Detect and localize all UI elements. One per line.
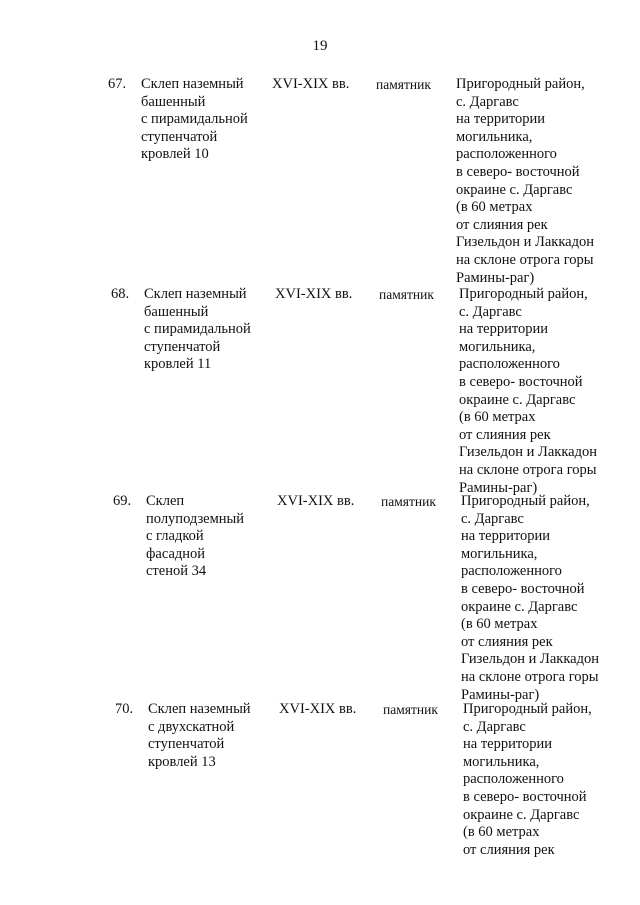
monument-name-line: Склеп наземный — [144, 286, 247, 302]
monument-location-line: на склоне отрога горы — [456, 251, 594, 268]
monument-location-line: в северо- восточной — [461, 580, 585, 597]
entry-number: 69. — [113, 493, 132, 509]
monument-location-line: могильника, — [463, 753, 540, 770]
monument-location-line: Рамины-раг) — [456, 269, 535, 286]
monument-location-line: окраине с. Даргавс — [456, 181, 573, 198]
monument-name-line: ступенчатой — [144, 338, 221, 355]
monument-period: XVI-XIX вв. — [277, 493, 355, 509]
monument-location-line: на территории — [461, 528, 551, 545]
monument-period: XVI-XIX вв. — [279, 701, 357, 717]
monument-name-line: башенный — [144, 303, 209, 320]
monument-location-line: Гизельдон и Лаккадон — [459, 444, 597, 461]
monument-location-line: расположенного — [461, 563, 562, 580]
monument-location-line: Гизельдон и Лаккадон — [461, 651, 599, 668]
monument-location-line: от слияния рек — [456, 216, 548, 233]
monument-location-line: от слияния рек — [461, 633, 553, 650]
monument-location-line: от слияния рек — [459, 426, 551, 443]
monument-location-line: Рамины-раг) — [459, 479, 538, 496]
entry-number: 67. — [108, 76, 127, 92]
monument-location-line: Пригородный район, — [463, 701, 592, 717]
monument-location-line: с. Даргавс — [459, 303, 522, 320]
monument-location-line: в северо- восточной — [456, 163, 580, 180]
monument-location-line: Пригородный район, — [459, 286, 588, 302]
monument-type: памятник — [379, 287, 434, 302]
monument-name-line: с пирамидальной — [144, 321, 251, 338]
monument-location — [461, 493, 621, 704]
monument-name-line: кровлей 13 — [148, 753, 216, 770]
monument-location-line: (в 60 метрах — [463, 824, 540, 841]
monument-location-line: могильника, — [459, 338, 536, 355]
monument-location-line: Пригородный район, — [456, 76, 585, 92]
monument-name-line: кровлей 10 — [141, 146, 209, 163]
monument-location-line: расположенного — [459, 356, 560, 373]
monument-location-line: расположенного — [463, 771, 564, 788]
monument-location-line: расположенного — [456, 146, 557, 163]
monument-location-line: могильника, — [461, 545, 538, 562]
monument-location — [463, 701, 623, 859]
monument-location-line: окраине с. Даргавс — [459, 391, 576, 408]
monument-type: памятник — [381, 494, 436, 509]
monument-location-line: в северо- восточной — [459, 373, 583, 390]
monument-location-line: Рамины-раг) — [461, 686, 540, 703]
monument-name-line: стеной 34 — [146, 563, 207, 580]
monument-name-line: ступенчатой — [141, 128, 218, 145]
page-number: 19 — [312, 38, 328, 54]
entry-number: 70. — [115, 701, 134, 717]
monument-location-line: с. Даргавс — [461, 510, 524, 527]
monument-location-line: от слияния рек — [463, 841, 555, 858]
monument-name-line: с гладкой — [146, 528, 204, 545]
monument-location-line: окраине с. Даргавс — [461, 598, 578, 615]
monument-location-line: (в 60 метрах — [456, 199, 533, 216]
monument-location-line: с. Даргавс — [456, 93, 519, 110]
monument-name-line: Склеп наземный — [141, 76, 244, 92]
monument-name-line: с двухскатной — [148, 718, 235, 735]
monument-name — [146, 493, 271, 581]
monument-name-line: Склеп — [146, 493, 185, 509]
monument-location — [456, 76, 616, 287]
monument-location-line: на территории — [463, 736, 553, 753]
monument-name — [144, 286, 269, 374]
entry-number: 68. — [111, 286, 130, 302]
monument-location-line: Пригородный район, — [461, 493, 590, 509]
monument-location — [459, 286, 619, 497]
monument-location-line: (в 60 метрах — [459, 409, 536, 426]
monument-name-line: с пирамидальной — [141, 111, 248, 128]
monument-location-line: могильника, — [456, 128, 533, 145]
monument-name-line: полуподземный — [146, 510, 245, 527]
monument-location-line: (в 60 метрах — [461, 616, 538, 633]
monument-location-line: окраине с. Даргавс — [463, 806, 580, 823]
monument-location-line: на территории — [456, 111, 546, 128]
monument-name-line: кровлей 11 — [144, 356, 212, 373]
monument-type: памятник — [376, 77, 431, 92]
monument-name-line: Склеп наземный — [148, 701, 251, 717]
monument-location-line: с. Даргавс — [463, 718, 526, 735]
monument-location-line: на склоне отрога горы — [461, 668, 599, 685]
monument-location-line: в северо- восточной — [463, 788, 587, 805]
monument-name — [141, 76, 266, 164]
monument-location-line: на склоне отрога горы — [459, 461, 597, 478]
monument-name-line: башенный — [141, 93, 206, 110]
monument-name — [148, 701, 273, 771]
monument-type: памятник — [383, 702, 438, 717]
monument-location-line: на территории — [459, 321, 549, 338]
monument-period: XVI-XIX вв. — [275, 286, 353, 302]
monument-name-line: ступенчатой — [148, 736, 225, 753]
monument-period: XVI-XIX вв. — [272, 76, 350, 92]
monument-name-line: фасадной — [146, 545, 206, 562]
monument-location-line: Гизельдон и Лаккадон — [456, 234, 594, 251]
